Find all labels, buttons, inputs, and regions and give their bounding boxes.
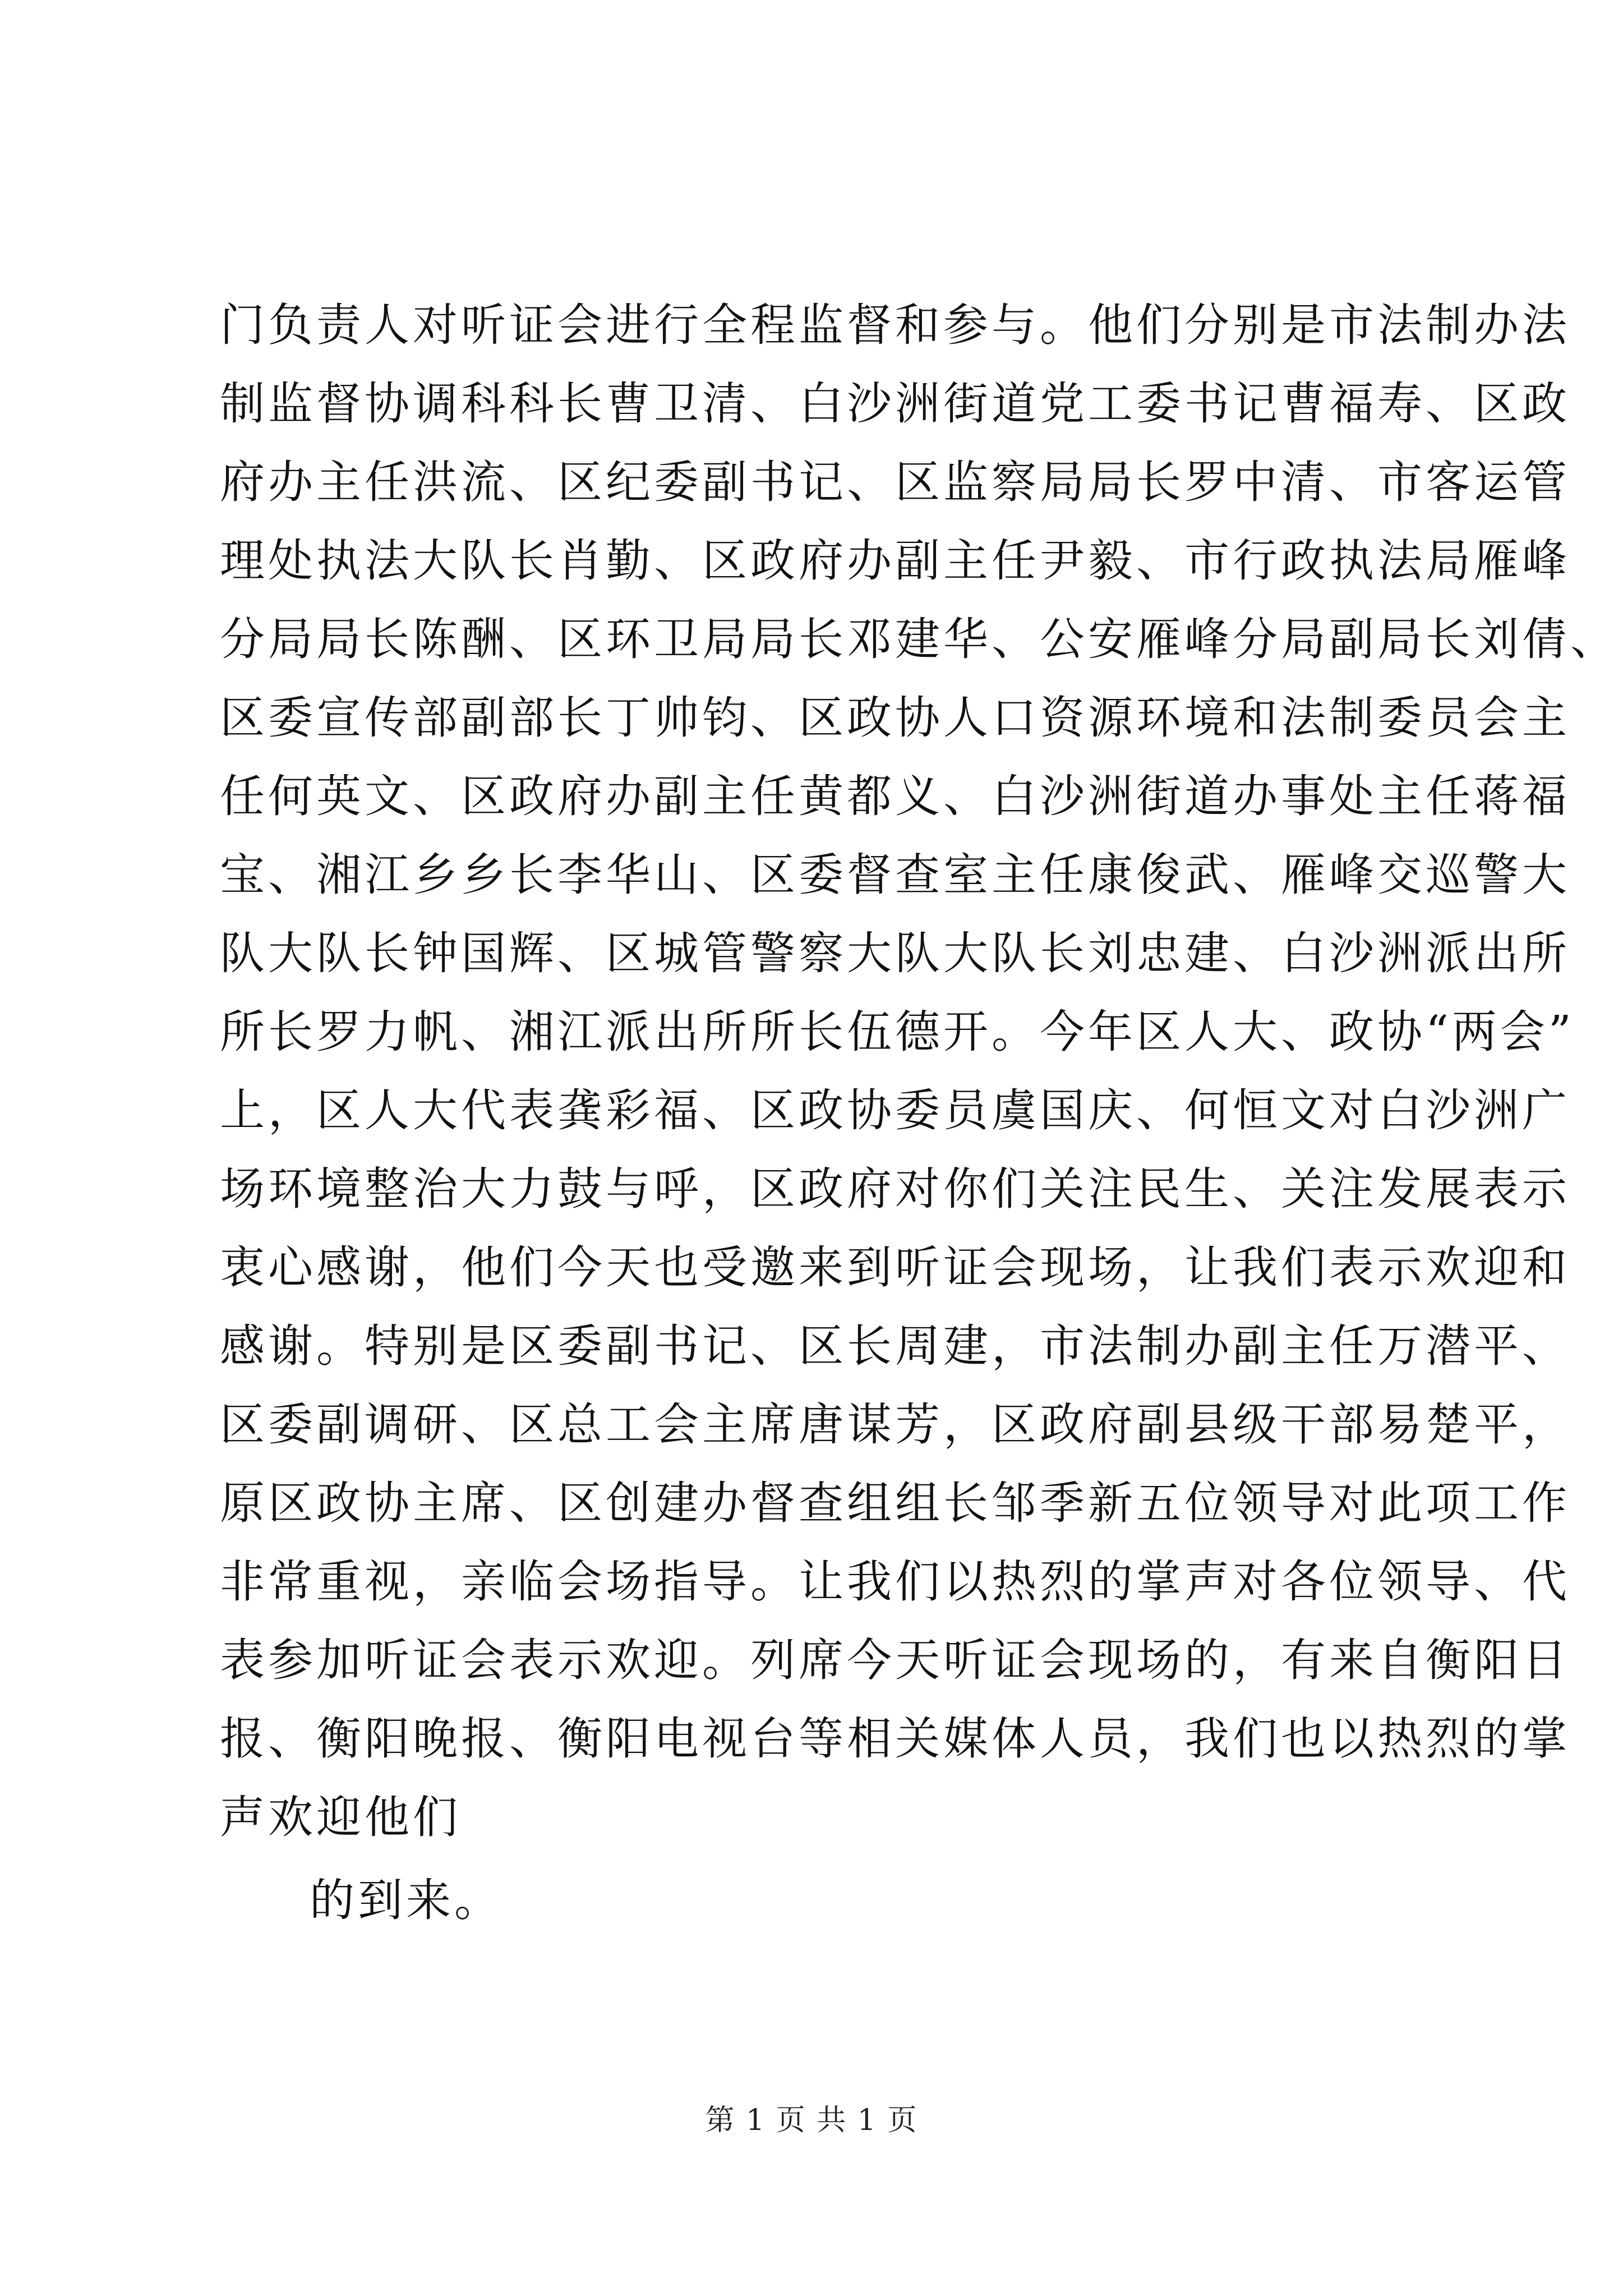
text-line: 区委宣传部副部长丁帅钧、区政协人口资源环境和法制委员会主 bbox=[220, 692, 1570, 744]
text-line: 原区政协主席、区创建办督查组组长邹季新五位领导对此项工作 bbox=[220, 1477, 1570, 1529]
text-line: 场环境整治大力鼓与呼，区政府对你们关注民生、关注发展表示 bbox=[220, 1163, 1570, 1215]
text-line: 非常重视，亲临会场指导。让我们以热烈的掌声对各位领导、代 bbox=[220, 1556, 1570, 1608]
text-line: 分局局长陈酬、区环卫局局长邓建华、公安雁峰分局副局长刘倩、 bbox=[220, 613, 1619, 665]
text-line: 制监督协调科科长曹卫清、白沙洲街道党工委书记曹福寿、区政 bbox=[220, 378, 1570, 430]
text-line: 感谢。特别是区委副书记、区长周建，市法制办副主任万潜平、 bbox=[220, 1320, 1570, 1372]
page-number-footer: 第 1 页 共 1 页 bbox=[705, 2104, 918, 2137]
text-line: 衷心感谢，他们今天也受邀来到听证会现场，让我们表示欢迎和 bbox=[220, 1241, 1570, 1294]
body-text bbox=[220, 286, 1619, 1940]
text-line: 上，区人大代表龚彩福、区政协委员虞国庆、何恒文对白沙洲广 bbox=[220, 1084, 1570, 1137]
text-line: 门负责人对听证会进行全程监督和参与。他们分别是市法制办法 bbox=[220, 299, 1570, 351]
text-line: 声欢迎他们 bbox=[220, 1791, 461, 1843]
text-line: 府办主任洪流、区纪委副书记、区监察局局长罗中清、市客运管 bbox=[220, 456, 1570, 508]
text-line: 表参加听证会表示欢迎。列席今天听证会现场的，有来自衡阳日 bbox=[220, 1634, 1570, 1686]
text-line: 理处执法大队长肖勤、区政府办副主任尹毅、市行政执法局雁峰 bbox=[220, 535, 1570, 587]
text-line: 任何英文、区政府办副主任黄都义、白沙洲街道办事处主任蒋福 bbox=[220, 770, 1570, 822]
closing-line: 的到来。 bbox=[310, 1874, 502, 1926]
text-line: 区委副调研、区总工会主席唐谋芳，区政府副县级干部易楚平， bbox=[220, 1398, 1570, 1451]
text-line: 报、衡阳晚报、衡阳电视台等相关媒体人员，我们也以热烈的掌 bbox=[220, 1713, 1570, 1765]
text-line: 所长罗力帆、湘江派出所所长伍德开。今年区人大、政协“两会” bbox=[220, 1006, 1575, 1058]
text-line: 宝、湘江乡乡长李华山、区委督查室主任康俊武、雁峰交巡警大 bbox=[220, 849, 1570, 901]
text-line: 队大队长钟国辉、区城管警察大队大队长刘忠建、白沙洲派出所 bbox=[220, 927, 1570, 979]
